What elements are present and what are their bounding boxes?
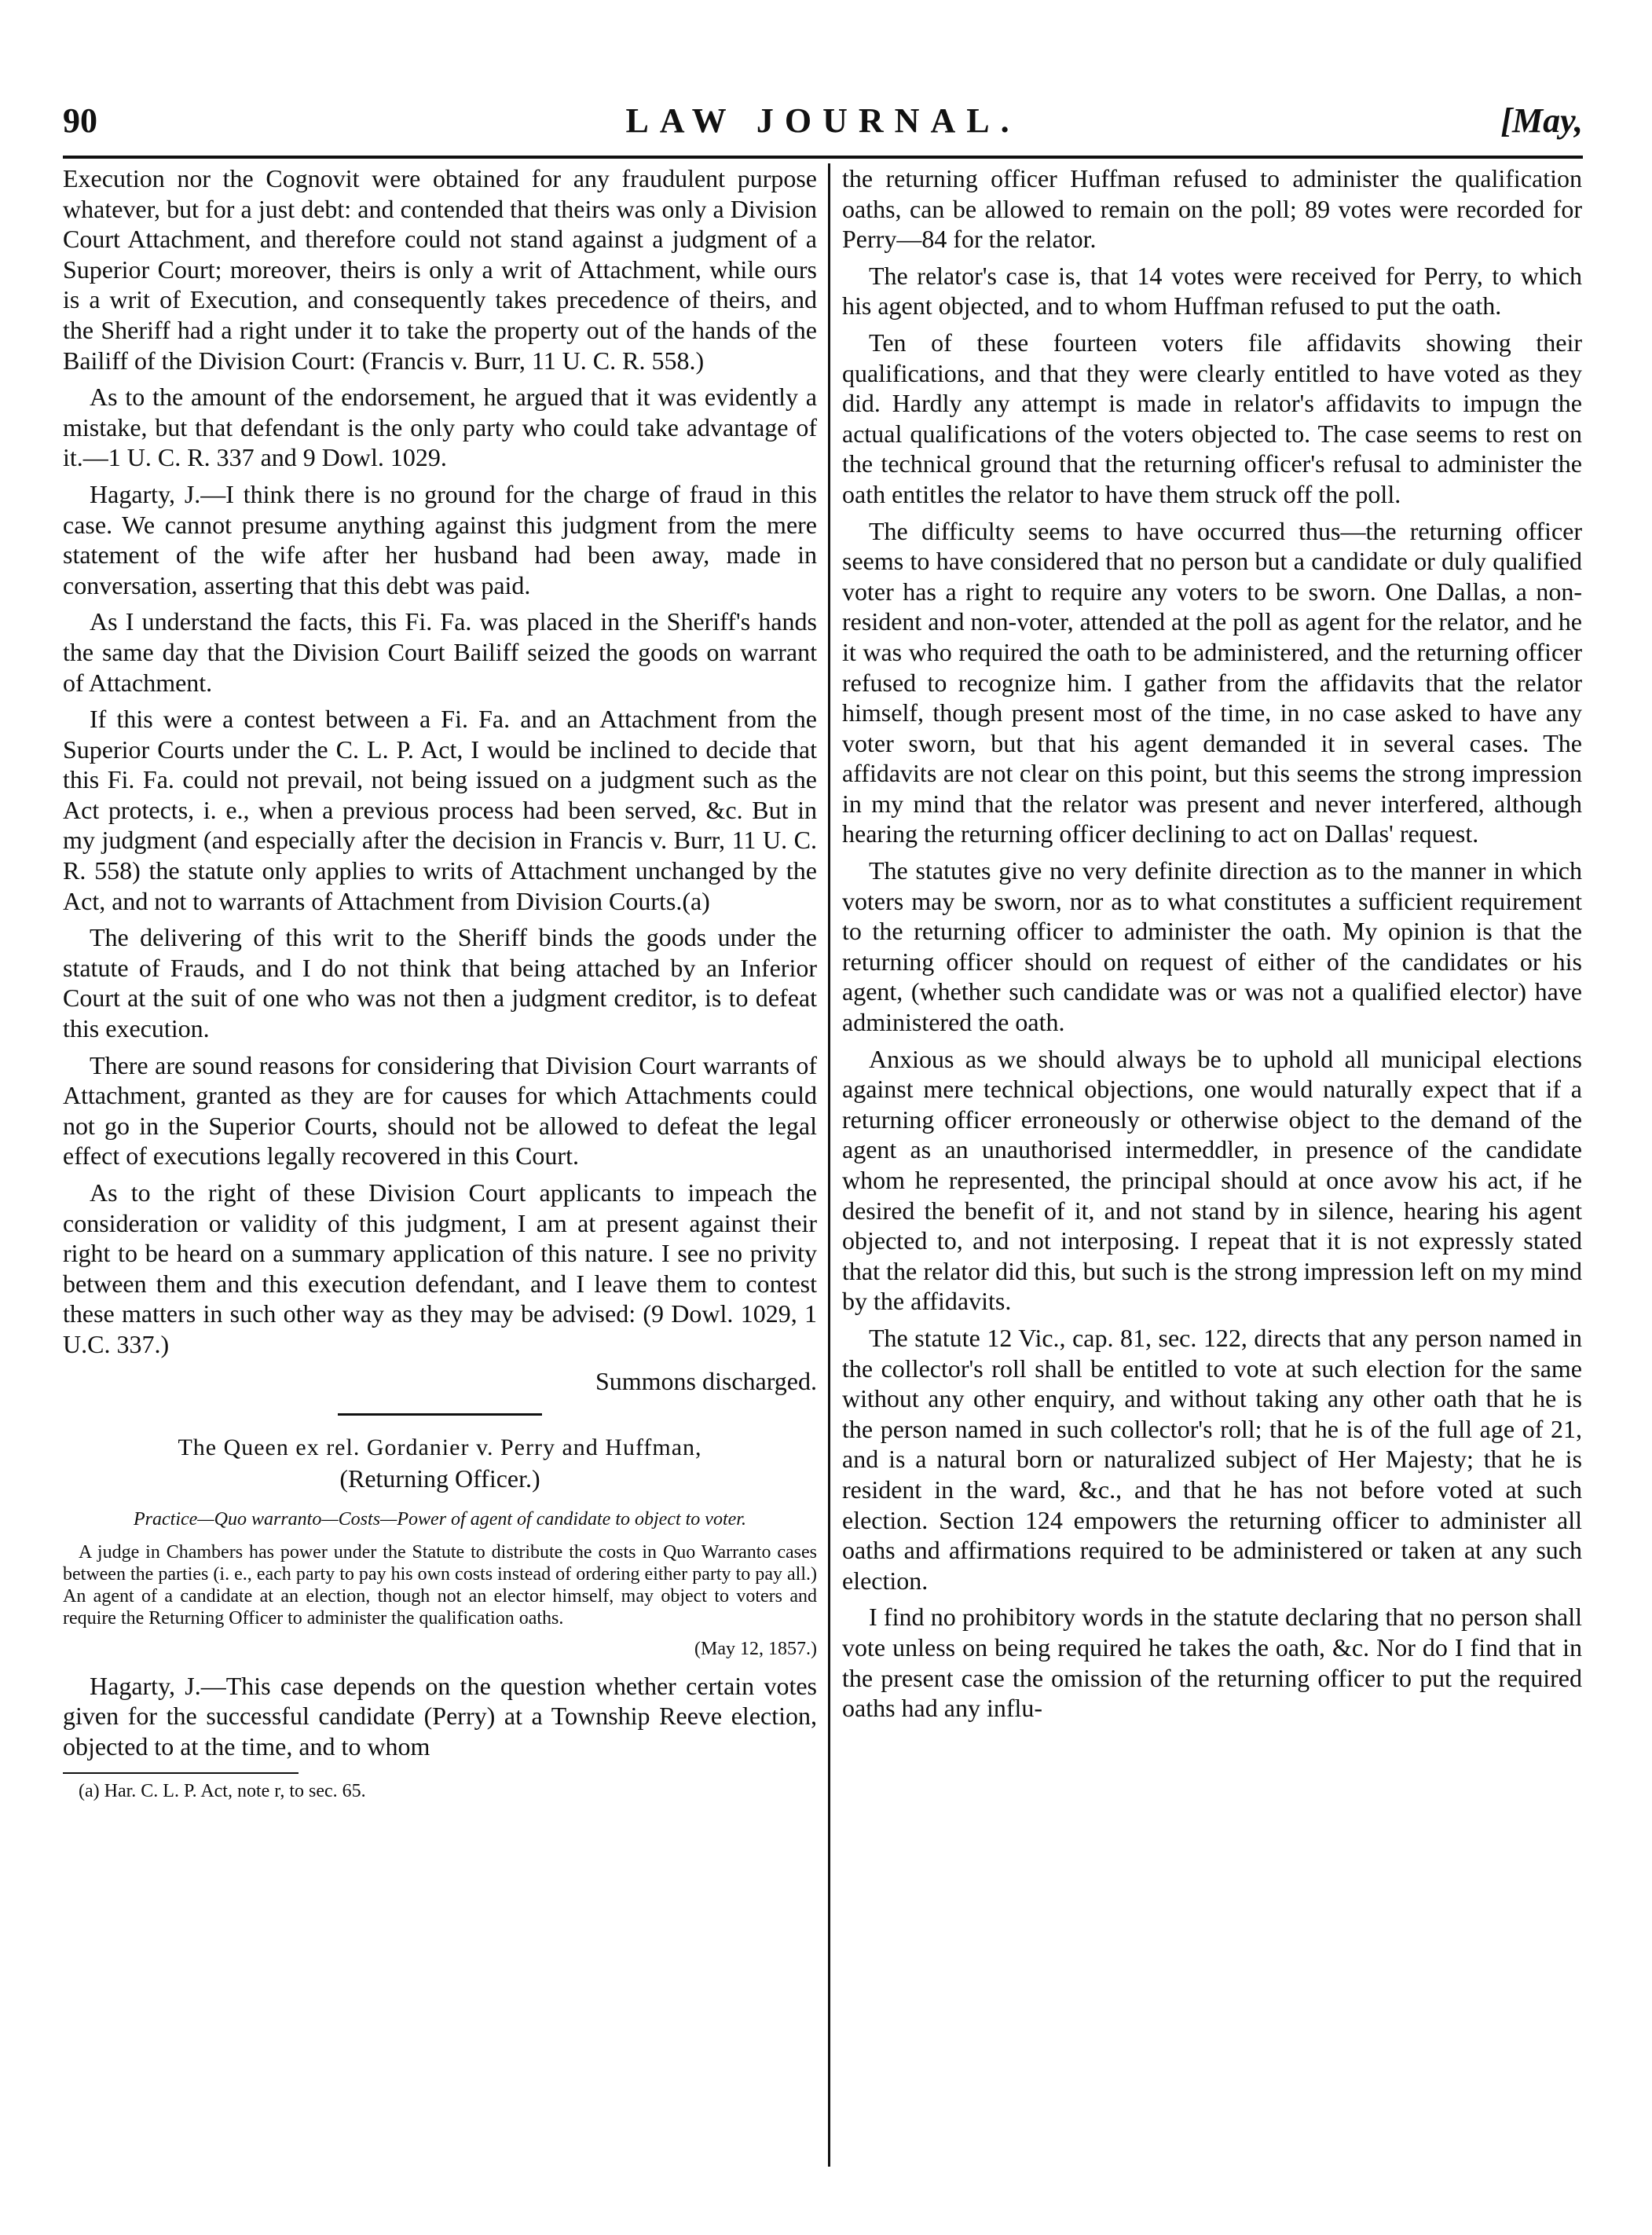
paragraph: As I understand the facts, this Fi. Fa. was placed in the Sheriff's hands the same day that the Division Court Bailiff seized the goods on warrant of Attachment.: [63, 607, 817, 697]
paragraph: As to the right of these Division Court applicants to impeach the consideration or validity of this judgment, I am at present against their right to be heard on a summary application of this nature. I see no privity between them and this execution defendant, and I leave them to contest these matters in such other way as they may be advised: (9 Dowl. 1029, 1 U.C. 337.): [63, 1178, 817, 1358]
section-divider: [338, 1413, 542, 1416]
footnote-rule: [63, 1772, 299, 1774]
paragraph: As to the amount of the endorsement, he argued that it was evidently a mistake, but that defendant is the only party who could take advantage of it.—1 U. C. R. 337 and 9 Dowl. 1029.: [63, 383, 817, 472]
headnote: A judge in Chambers has power under the Statute to distribute the costs in Quo Warranto cases between the parties (i. e., each party to pay his own costs instead of ordering either party to pay all.) An agent of a candidate at an election, though not an elector himself, may object to voters and require the Returning Officer to administer the qualification oaths.: [63, 1541, 817, 1629]
paragraph: If this were a contest between a Fi. Fa. and an Attachment from the Superior Courts under the C. L. P. Act, I would be inclined to decide that this Fi. Fa. could not prevail, not being issued on a judgment such as the Act protects, i. e., when a previous process had been served, &c. But in my judgment (and especially after the decision in Francis v. Burr, 11 U. C. R. 558) the statute only applies to writs of Attachment unchanged by the Act, and not to warrants of Attachment from Division Courts.(a): [63, 705, 817, 915]
column-divider: [828, 163, 830, 2167]
paragraph: The difficulty seems to have occurred thus—the returning officer seems to have considered that no person but a candidate or duly qualified voter has a right to require any voters to be sworn. One Dallas, a non-resident and non-voter, attended at the poll as agent for the relator, and he it was who required the oath to be administered, and the returning officer refused to recognize him. I gather from the affidavits that the relator himself, though present most of the time, in no case asked to have any voter sworn, but that his agent demanded it in several cases. The affidavits are not clear on this point, but this seems the strong impression in my mind that the relator was present and never interfered, although hearing the returning officer declining to act on Dallas' request.: [842, 516, 1582, 848]
paragraph: The delivering of this writ to the Sheriff binds the goods under the statute of Frauds, and I do not think that being attached by an Inferior Court at the suit of one who was not then a judgment creditor, is to defeat this execution.: [63, 923, 817, 1043]
paragraph: Execution nor the Cognovit were obtained for any fraudulent purpose whatever, but for a just debt: and contended that theirs was only a Division Court Attachment, and therefore could not stand against a judgment of a Superior Court; moreover, theirs is only a writ of Attachment, while ours is a writ of Execution, and consequently takes precedence of theirs, and the Sheriff had a right under it to take the property out of the hands of the Bailiff of the Division Court: (Francis v. Burr, 11 U. C. R. 558.): [63, 164, 817, 375]
header-month: [May,: [1500, 101, 1583, 140]
paragraph: Anxious as we should always be to uphold all municipal elections against mere technical objections, one would naturally expect that if a returning officer erroneously or otherwise object to the demand of the agent as an unauthorised intermeddler, in presence of the candidate whom he represented, the principal should at once avow his act, if he desired the benefit of it, and not stand by in silence, hearing his agent objected to, and not interposing. I repeat that it is not expressly stated that the relator did this, but such is the strong impression left on my mind by the affidavits.: [842, 1044, 1582, 1316]
paragraph: Ten of these fourteen voters file affidavits showing their qualifications, and that they were clearly entitled to have voted as they did. Hardly any attempt is made in relator's affidavits to impugn the actual qualifications of the voters objected to. The case seems to rest on the technical ground that the returning officer's refusal to administer the oath entitles the relator to have them struck off the poll.: [842, 328, 1582, 508]
page-number: 90: [63, 101, 97, 140]
right-column: [842, 163, 1582, 2175]
case-title: The Queen ex rel. Gordanier v. Perry and Huffman,: [178, 1434, 702, 1461]
decision-date: (May 12, 1857.): [694, 1638, 817, 1659]
paragraph: The relator's case is, that 14 votes were received for Perry, to which his agent objected, and to whom Huffman refused to put the oath.: [842, 261, 1582, 321]
paragraph: Hagarty, J.—I think there is no ground for the charge of fraud in this case. We cannot presume anything against this judgment from the mere statement of the wife after her husband had been away, made in conversation, asserting that this debt was paid.: [63, 479, 817, 599]
footnote: (a) Har. C. L. P. Act, note r, to sec. 65.: [79, 1781, 366, 1802]
paragraph: There are sound reasons for considering that Division Court warrants of Attachment, granted as they are for causes for which Attachments could not go in the Superior Courts, should not be allowed to defeat the legal effect of executions legally recovered in this Court.: [63, 1050, 817, 1171]
left-column: [63, 163, 817, 2175]
paragraph: the returning officer Huffman refused to administer the qualification oaths, can be allowed to remain on the poll; 89 votes were recorded for Perry—84 for the relator.: [842, 164, 1582, 254]
header-rule: [63, 156, 1583, 159]
paragraph: The statutes give no very definite direction as to the manner in which voters may be sworn, nor as to what constitutes a sufficient requirement to the returning officer to administer the oath. My opinion is that the returning officer should on request of either of the candidates or his agent, (whether such candidate was or was not a qualified elector) have administered the oath.: [842, 856, 1582, 1037]
headnote-title: Practice—Quo warranto—Costs—Power of agent of candidate to object to voter.: [134, 1509, 746, 1530]
running-title: LAW JOURNAL.: [625, 101, 1020, 140]
page-header: [63, 101, 1583, 148]
paragraph: The statute 12 Vic., cap. 81, sec. 122, directs that any person named in the collector's roll shall be entitled to vote at such election for the same without any other enquiry, and without taking any other oath that he is the person named in such collector's roll; that he is of the full age of 21, and is a natural born or naturalized subject of Her Majesty; that he is resident in the ward, &c., and that he has not before voted at such election. Section 124 empowers the returning officer to administer all oaths and affirmations required to be administered or taken at any such election.: [842, 1323, 1582, 1595]
paragraph: I find no prohibitory words in the statute declaring that no person shall vote unless on being required he takes the oath, &c. Nor do I find that in the present case the omission of the returning officer to put the required oaths had any influ-: [842, 1603, 1582, 1723]
case-subtitle: (Returning Officer.): [339, 1464, 540, 1493]
paragraph: Hagarty, J.—This case depends on the question whether certain votes given for the successful candidate (Perry) at a Township Reeve election, objected to at the time, and to whom: [63, 1671, 817, 1761]
disposition: Summons discharged.: [595, 1366, 817, 1395]
